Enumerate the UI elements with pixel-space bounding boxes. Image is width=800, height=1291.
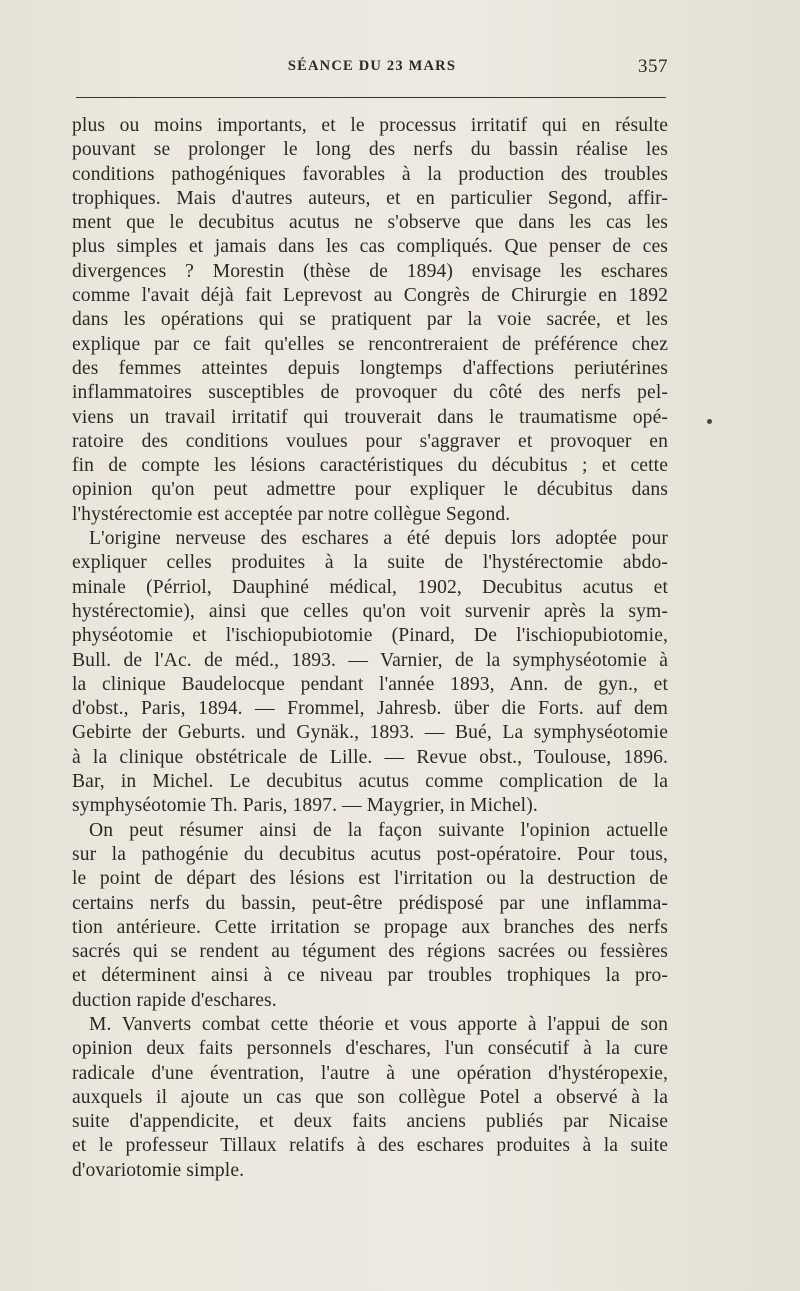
text-line: minale (Pérriol, Dauphiné médical, 1902, Decubitus acutus et bbox=[72, 576, 668, 598]
text-line: opinion qu'on peut admettre pour expliquer le décubitus dans bbox=[72, 479, 668, 501]
text-line: opinion deux faits personnels d'eschares, l'un consécutif à la cure bbox=[72, 1038, 668, 1060]
text-line: Bar, in Michel. Le decubitus acutus comme complication de la bbox=[72, 771, 668, 793]
page-number: 357 bbox=[638, 56, 668, 77]
body-text bbox=[72, 114, 668, 1183]
text-line: d'ovariotomie simple. bbox=[72, 1159, 245, 1181]
text-line: ment que le decubitus acutus ne s'observe que dans les cas les bbox=[72, 212, 668, 234]
margin-speck bbox=[707, 419, 712, 424]
page-header bbox=[76, 58, 668, 84]
text-line: explique par ce fait qu'elles se rencontreraient de préférence chez bbox=[72, 333, 668, 355]
text-line: trophiques. Mais d'autres auteurs, et en particulier Segond, affir- bbox=[72, 187, 668, 209]
text-line: d'obst., Paris, 1894. — Frommel, Jahresb. über die Forts. auf dem bbox=[72, 698, 668, 720]
text-line: On peut résumer ainsi de la façon suivante l'opinion actuelle bbox=[89, 819, 668, 841]
text-line: hystérectomie), ainsi que celles qu'on voit survenir après la sym- bbox=[72, 600, 668, 622]
text-line: Bull. de l'Ac. de méd., 1893. — Varnier, de la symphyséotomie à bbox=[72, 649, 668, 671]
text-line: le point de départ des lésions est l'irritation ou la destruction de bbox=[72, 868, 668, 890]
text-line: des femmes atteintes depuis longtemps d'affections periutérines bbox=[72, 357, 668, 379]
text-line: et déterminent ainsi à ce niveau par troubles trophiques la pro- bbox=[72, 965, 668, 987]
text-line: dans les opérations qui se pratiquent par la voie sacrée, et les bbox=[72, 309, 668, 331]
text-line: symphyséotomie Th. Paris, 1897. — Maygrier, in Michel). bbox=[72, 795, 538, 817]
text-line: plus simples et jamais dans les cas compliqués. Que penser de ces bbox=[72, 236, 668, 258]
text-line: L'origine nerveuse des eschares a été depuis lors adoptée pour bbox=[89, 528, 668, 550]
text-line: physéotomie et l'ischiopubiotomie (Pinard, De l'ischiopubiotomie, bbox=[72, 625, 668, 647]
text-line: fin de compte les lésions caractéristiques du décubitus ; et cette bbox=[72, 455, 668, 477]
text-line: duction rapide d'eschares. bbox=[72, 989, 277, 1011]
text-line: ratoire des conditions voulues pour s'aggraver et provoquer en bbox=[72, 430, 668, 452]
text-line: M. Vanverts combat cette théorie et vous apporte à l'appui de son bbox=[89, 1013, 668, 1035]
text-line: sacrés qui se rendent au tégument des régions sacrées ou fessières bbox=[72, 941, 668, 963]
text-line: expliquer celles produites à la suite de l'hystérectomie abdo- bbox=[72, 552, 668, 574]
text-line: pouvant se prolonger le long des nerfs du bassin réalise les bbox=[72, 139, 668, 161]
text-line: conditions pathogéniques favorables à la production des troubles bbox=[72, 163, 668, 185]
text-line: Gebirte der Geburts. und Gynäk., 1893. — Bué, La symphyséotomie bbox=[72, 722, 668, 744]
text-line: la clinique Baudelocque pendant l'année 1893, Ann. de gyn., et bbox=[72, 673, 668, 695]
text-line: certains nerfs du bassin, peut-être prédisposé par une inflamma- bbox=[72, 892, 668, 914]
text-line: viens un travail irritatif qui trouverait dans le traumatisme opé- bbox=[72, 406, 668, 428]
text-line: sur la pathogénie du decubitus acutus post-opératoire. Pour tous, bbox=[72, 843, 668, 865]
text-line: auxquels il ajoute un cas que son collègue Potel a observé à la bbox=[72, 1086, 668, 1108]
header-rule bbox=[76, 97, 666, 98]
text-line: plus ou moins importants, et le processus irritatif qui en résulte bbox=[72, 115, 668, 136]
text-line: à la clinique obstétricale de Lille. — Revue obst., Toulouse, 1896. bbox=[72, 746, 668, 768]
text-line: divergences ? Morestin (thèse de 1894) envisage les eschares bbox=[72, 260, 668, 282]
text-line: l'hystérectomie est acceptée par notre collègue Segond. bbox=[72, 503, 511, 525]
running-title: SÉANCE DU 23 MARS bbox=[287, 58, 457, 74]
text-line: comme l'avait déjà fait Leprevost au Congrès de Chirurgie en 1892 bbox=[72, 285, 668, 307]
text-line: inflammatoires susceptibles de provoquer du côté des nerfs pel- bbox=[72, 382, 668, 404]
text-line: tion antérieure. Cette irritation se propage aux branches des nerfs bbox=[72, 916, 668, 938]
text-line: radicale d'une éventration, l'autre à une opération d'hystéropexie, bbox=[72, 1062, 668, 1084]
text-line: et le professeur Tillaux relatifs à des eschares produites à la suite bbox=[72, 1135, 668, 1157]
text-line: suite d'appendicite, et deux faits anciens publiés par Nicaise bbox=[72, 1111, 668, 1133]
